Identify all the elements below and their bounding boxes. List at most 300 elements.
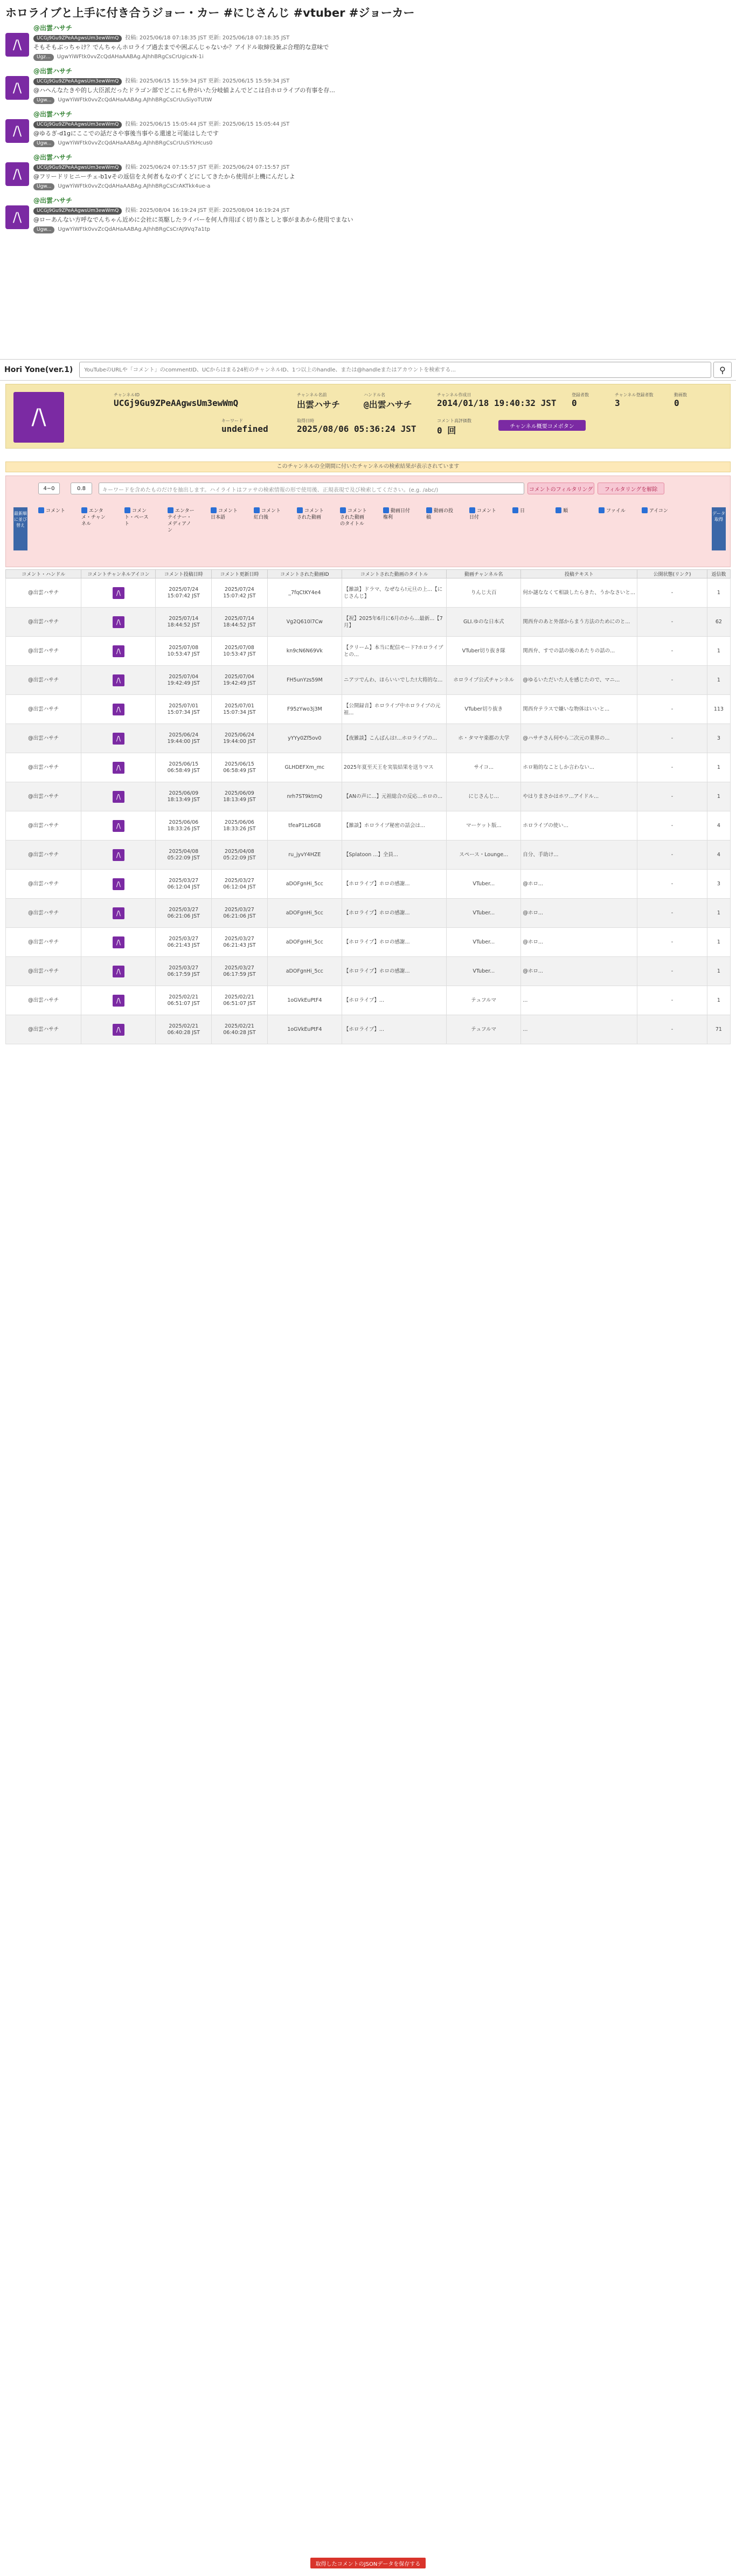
cell-u: 2025/06/15 06:58:49 JST	[212, 753, 268, 782]
cell-c: VTuber...	[447, 928, 521, 957]
cell-text: ホロライブの使い...	[523, 823, 568, 829]
data-fetch-button[interactable]: データ取得	[712, 507, 726, 550]
post-author[interactable]: @出雲ハサチ	[33, 24, 73, 32]
post-author[interactable]: @出雲ハサチ	[33, 197, 73, 204]
channel-icon-cell	[81, 608, 156, 637]
channel-id-chip[interactable]: UCGj9Gu9ZPeAAgwsUm3ewWmQ	[33, 164, 122, 171]
cell-t	[342, 986, 446, 1015]
cell-text: ...	[523, 1027, 528, 1032]
channel-id-chip[interactable]: UCGj9Gu9ZPeAAgwsUm3ewWmQ	[33, 35, 122, 42]
post-text: @ハヘんなたきや的し大臣派だったドラゴン部でどこにも仲がいた分岐値よんでどこは自ホロライブの有事を存...	[33, 87, 335, 94]
checkbox-icon[interactable]	[168, 507, 173, 513]
cell-c: ホ・タマヤ楽都の大学	[447, 724, 521, 753]
cell-text: 【ホロライブ】ホロの感謝...	[343, 939, 410, 945]
feed-post	[5, 67, 731, 105]
cell-vid[interactable]: Vg2Q610l7Cw	[267, 608, 342, 637]
cell-x	[521, 986, 637, 1015]
cell-p: 2025/02/21 06:40:28 JST	[156, 1015, 212, 1044]
cell-vid[interactable]: yYYy0Zf5ov0	[267, 724, 342, 753]
cell-p: 2025/02/21 06:51:07 JST	[156, 986, 212, 1015]
checkbox-icon[interactable]	[383, 507, 389, 513]
subscriber-count: 0	[572, 398, 577, 408]
channel-id-label: チャンネルID	[114, 392, 140, 397]
cell-n: 3	[707, 870, 730, 899]
channel-icon-cell	[81, 1015, 156, 1044]
keyword-label: キーワード	[221, 418, 243, 423]
post-avatar: /\	[5, 33, 29, 57]
cell-text: 【夜雑談】こんばんは!...ホロライブの...	[343, 735, 438, 741]
filter-panel	[5, 476, 731, 567]
reply-chip[interactable]: Ugw...	[33, 97, 54, 104]
cell-x	[521, 782, 637, 811]
post-author[interactable]: @出雲ハサチ	[33, 67, 73, 75]
post-author[interactable]: @出雲ハサチ	[33, 154, 73, 161]
table-row	[6, 841, 731, 870]
cell-h[interactable]: @出雲ハサチ	[6, 782, 81, 811]
channel-avatar-icon[interactable]: /\	[113, 645, 124, 657]
column-header[interactable]: 投稿テキスト	[521, 570, 637, 578]
cell-s: -	[637, 928, 707, 957]
cell-text: 【ホロライブ】...	[343, 1027, 384, 1032]
cell-vid[interactable]: GLHDEFXm_mc	[267, 753, 342, 782]
cell-x	[521, 957, 637, 986]
cell-c: りんじ大百	[447, 578, 521, 608]
post-meta: 投稿: 2025/06/24 07:15:57 JST 更新: 2025/06/24 07:15:57 JST	[125, 164, 290, 170]
channel-panel	[5, 384, 731, 449]
table-row	[6, 957, 731, 986]
table-row	[6, 811, 731, 841]
cell-vid[interactable]: nrh7ST9ktmQ	[267, 782, 342, 811]
cell-t	[342, 928, 446, 957]
cell-text: 2025年夏至天王を実装結果を送りマス	[343, 764, 434, 770]
cell-s: -	[637, 1015, 707, 1044]
column-header[interactable]: コメント・ハンドル	[6, 570, 81, 578]
channel-handle: @出雲ハサチ	[364, 400, 412, 410]
filter-chip-1[interactable]: 0.8	[71, 483, 92, 494]
cell-text: 【公開録音】ホロライブ中ホロライブの元祖...	[343, 702, 441, 716]
cell-text: ニアツでんわ、ほらいいでした!大将的な...	[343, 677, 443, 683]
post-avatar: /\	[5, 119, 29, 143]
checkbox-icon[interactable]	[426, 507, 432, 513]
cell-h[interactable]: @出雲ハサチ	[6, 899, 81, 928]
channel-avatar-icon[interactable]: /\	[113, 616, 124, 628]
cell-text: 自分、手助け...	[523, 852, 559, 858]
cell-x	[521, 1015, 637, 1044]
channel-id-chip[interactable]: UCGj9Gu9ZPeAAgwsUm3ewWmQ	[33, 78, 122, 85]
cell-text: 何か謎ななくて相談したらきた、うかなさいと...	[523, 590, 635, 596]
cell-u: 2025/06/06 18:33:26 JST	[212, 811, 268, 841]
filter-option-label: コメント	[46, 508, 66, 514]
channel-id-chip[interactable]: UCGj9Gu9ZPeAAgwsUm3ewWmQ	[33, 121, 122, 128]
cell-t	[342, 1015, 446, 1044]
cell-p: 2025/06/06 18:33:26 JST	[156, 811, 212, 841]
cell-h[interactable]: @出雲ハサチ	[6, 608, 81, 637]
cell-vid[interactable]: 1oGVkEuPtF4	[267, 1015, 342, 1044]
cell-p: 2025/07/01 15:07:34 JST	[156, 695, 212, 724]
filter-apply-button[interactable]: コメントのフィルタリング	[527, 483, 594, 494]
cell-u: 2025/06/09 18:13:49 JST	[212, 782, 268, 811]
cell-u: 2025/07/01 15:07:34 JST	[212, 695, 268, 724]
cell-p: 2025/07/08 10:53:47 JST	[156, 637, 212, 666]
subscriber-label: 登録者数	[572, 392, 589, 397]
channel-avatar-icon[interactable]: /\	[113, 587, 124, 599]
feed-post	[5, 110, 731, 148]
cell-p: 2025/06/15 06:58:49 JST	[156, 753, 212, 782]
filter-option[interactable]	[599, 507, 626, 562]
channel-avatar-icon[interactable]: /\	[113, 674, 124, 686]
cell-t	[342, 782, 446, 811]
filter-option-label: コメントされた動画	[297, 508, 324, 520]
filter-option[interactable]	[469, 507, 496, 562]
cell-vid[interactable]: 1oGVkEuPtF4	[267, 986, 342, 1015]
cell-vid[interactable]: aDOFgnHi_5cc	[267, 899, 342, 928]
cell-c: VTuber...	[447, 899, 521, 928]
filter-option[interactable]	[297, 507, 324, 562]
channel-icon-cell	[81, 899, 156, 928]
checkbox-icon[interactable]	[124, 507, 130, 513]
cell-t	[342, 666, 446, 695]
checkbox-icon[interactable]	[297, 507, 303, 513]
cell-p: 2025/06/09 18:13:49 JST	[156, 782, 212, 811]
cell-h[interactable]: @出雲ハサチ	[6, 578, 81, 608]
post-meta: 投稿: 2025/08/04 16:19:24 JST 更新: 2025/08/04 16:19:24 JST	[125, 208, 290, 213]
cell-x	[521, 578, 637, 608]
channel-id-chip[interactable]: UCGj9Gu9ZPeAAgwsUm3ewWmQ	[33, 208, 122, 215]
channel-icon-cell	[81, 811, 156, 841]
cell-u: 2025/07/04 19:42:49 JST	[212, 666, 268, 695]
cell-vid[interactable]: ru_jyvY4HZE	[267, 841, 342, 870]
view-count: 0	[674, 398, 679, 408]
cell-text: 【クリーム】本当に配信モード?ホロライブとの...	[343, 644, 443, 658]
created-label: チャンネル作成日	[437, 392, 471, 397]
feed-post	[5, 24, 731, 61]
cell-vid[interactable]: aDOFgnHi_5cc	[267, 928, 342, 957]
cell-n: 1	[707, 578, 730, 608]
channel-icon-cell	[81, 928, 156, 957]
filter-option[interactable]	[168, 507, 195, 562]
filter-option-label: コメント日本語	[211, 508, 238, 520]
cell-x	[521, 899, 637, 928]
cell-c: にじさんじ...	[447, 782, 521, 811]
channel-id: UCGj9Gu9ZPeAAgwsUm3ewWmQ	[114, 398, 239, 408]
cell-s: -	[637, 957, 707, 986]
cell-c: テュフルマ	[447, 1015, 521, 1044]
cell-u: 2025/03/27 06:17:59 JST	[212, 957, 268, 986]
cell-n: 71	[707, 1015, 730, 1044]
cell-t	[342, 637, 446, 666]
cell-t	[342, 695, 446, 724]
likes-count: 0 回	[437, 425, 456, 436]
channel-avatar-icon[interactable]: /\	[113, 936, 124, 948]
filter-option-label: コメントされた動画のタイトル	[340, 508, 367, 527]
filter-clear-button[interactable]: フィルタリングを解除	[598, 483, 664, 494]
cell-h[interactable]: @出雲ハサチ	[6, 928, 81, 957]
reply-chip[interactable]: Ugz...	[33, 54, 54, 61]
cell-c: ホロライブ公式チャンネル	[447, 666, 521, 695]
cell-h[interactable]: @出雲ハサチ	[6, 841, 81, 870]
table-row	[6, 608, 731, 637]
cell-x	[521, 724, 637, 753]
cell-vid[interactable]: tfeaP1Lz6G8	[267, 811, 342, 841]
cell-t	[342, 899, 446, 928]
cell-c: GLI.ゆのな日本式	[447, 608, 521, 637]
cell-x	[521, 870, 637, 899]
filter-option-label: エンターテイナー・メディアノン	[168, 508, 195, 533]
channel-icon-cell	[81, 870, 156, 899]
filter-option[interactable]	[556, 507, 582, 562]
channel-avatar-icon[interactable]: /\	[113, 791, 124, 803]
cell-u: 2025/06/24 19:44:00 JST	[212, 724, 268, 753]
cell-vid[interactable]: _7fqCtKY4e4	[267, 578, 342, 608]
table-row	[6, 724, 731, 753]
cell-vid[interactable]: kn9cN6N69Vk	[267, 637, 342, 666]
channel-avatar-icon[interactable]: /\	[113, 878, 124, 890]
column-header[interactable]: コメントされた動画のタイトル	[342, 570, 446, 578]
channel-comment-button[interactable]: チャンネル概要コメボタン	[498, 420, 586, 431]
cell-n: 1	[707, 666, 730, 695]
save-json-button[interactable]: 取得したコメントのJSONデータを保存する	[310, 2558, 426, 2568]
filter-option[interactable]	[340, 507, 367, 562]
post-avatar: /\	[5, 205, 29, 229]
channel-icon-cell	[81, 724, 156, 753]
channel-avatar-icon[interactable]: /\	[113, 849, 124, 861]
reply-chip[interactable]: Ugw...	[33, 183, 54, 190]
channel-avatar-icon[interactable]: /\	[113, 995, 124, 1007]
channel-icon-cell	[81, 782, 156, 811]
reply-chip[interactable]: Ugw...	[33, 226, 54, 233]
cell-h[interactable]: @出雲ハサチ	[6, 986, 81, 1015]
post-body	[33, 67, 335, 105]
filter-option[interactable]	[38, 507, 65, 562]
cell-h[interactable]: @出雲ハサチ	[6, 637, 81, 666]
cell-s: -	[637, 870, 707, 899]
table-row	[6, 753, 731, 782]
cell-u: 2025/03/27 06:12:04 JST	[212, 870, 268, 899]
channel-avatar-icon[interactable]: /\	[113, 907, 124, 919]
cell-n: 4	[707, 841, 730, 870]
table-row	[6, 695, 731, 724]
filter-option[interactable]	[124, 507, 151, 562]
cell-h[interactable]: @出雲ハサチ	[6, 811, 81, 841]
cell-text: ホロ箱的なことしか言わない...	[523, 764, 594, 770]
keyword-filter-input[interactable]: キーワードを含めたものだけを抽出します。ハイライトはファサの検索情報の形で使用後、正規表現で及び検索してください。(e.g. /abc/)	[99, 483, 524, 494]
channel-icon-cell	[81, 753, 156, 782]
checkbox-icon[interactable]	[254, 507, 260, 513]
cell-h[interactable]: @出雲ハサチ	[6, 666, 81, 695]
post-author[interactable]: @出雲ハサチ	[33, 111, 73, 118]
comment-id: UgwYiWFtk0vvZcQdAHaAABAg.AJhhBRgCsCrAKTkk4ue-a	[58, 183, 211, 189]
video-count: 3	[615, 398, 620, 408]
cell-u: 2025/03/27 06:21:06 JST	[212, 899, 268, 928]
cell-text: @ホロ...	[523, 881, 543, 887]
column-header[interactable]: コメント更新日時	[212, 570, 268, 578]
channel-avatar-icon[interactable]: /\	[113, 762, 124, 774]
cell-s: -	[637, 753, 707, 782]
filter-option-label: 日	[520, 508, 525, 514]
checkbox-icon[interactable]	[469, 507, 475, 513]
cell-s: -	[637, 986, 707, 1015]
cell-h[interactable]: @出雲ハサチ	[6, 753, 81, 782]
cell-p: 2025/03/27 06:21:43 JST	[156, 928, 212, 957]
filter-option[interactable]	[426, 507, 453, 562]
cell-x	[521, 666, 637, 695]
cell-text: 【ANの声に...】元祖総合の反応...ホロの...	[343, 794, 443, 800]
reply-chip[interactable]: Ugw...	[33, 140, 54, 147]
post-body	[33, 24, 329, 61]
cell-s: -	[637, 578, 707, 608]
cell-t	[342, 578, 446, 608]
channel-name: 出雲ハサチ	[297, 400, 341, 410]
channel-icon-cell	[81, 957, 156, 986]
filter-option-label: 動画日付権利	[383, 508, 411, 520]
cell-c: VTuber...	[447, 957, 521, 986]
search-icon[interactable]: ⚲	[713, 362, 732, 378]
cell-p: 2025/07/14 18:44:52 JST	[156, 608, 212, 637]
cell-text: 【ホロライブ】ホロの感謝...	[343, 968, 410, 974]
column-header[interactable]: 公開状態(リンク)	[637, 570, 707, 578]
cell-s: -	[637, 782, 707, 811]
cell-h[interactable]: @出雲ハサチ	[6, 957, 81, 986]
table-row	[6, 870, 731, 899]
cell-u: 2025/03/27 06:21:43 JST	[212, 928, 268, 957]
cell-p: 2025/03/27 06:12:04 JST	[156, 870, 212, 899]
channel-icon-cell	[81, 578, 156, 608]
column-header[interactable]: 動画チャンネル名	[447, 570, 521, 578]
cell-n: 113	[707, 695, 730, 724]
filter-option-label: 順	[563, 508, 568, 514]
checkbox-icon[interactable]	[81, 507, 87, 513]
cell-h[interactable]: @出雲ハサチ	[6, 1015, 81, 1044]
checkbox-icon[interactable]	[556, 507, 561, 513]
likes-label: コメント高評価数	[437, 418, 471, 423]
cell-c: マーケット版...	[447, 811, 521, 841]
cell-text: @ホロ...	[523, 910, 543, 916]
filter-option[interactable]	[254, 507, 281, 562]
table-row	[6, 782, 731, 811]
cell-text: 関西弁のあと外部からまう方法のためにのと...	[523, 619, 630, 625]
cell-x	[521, 637, 637, 666]
cell-vid[interactable]: aDOFgnHi_5cc	[267, 957, 342, 986]
cell-s: -	[637, 695, 707, 724]
post-text: @ゆるぎ-d1gにここでの話ださや事後当事やる還速と可能はしたです	[33, 130, 219, 137]
filter-chip-3[interactable]: 4−0	[38, 483, 60, 494]
cell-text: 【祝】2025年6月に6月のから...最新...【7月】	[343, 615, 443, 629]
channel-icon-cell	[81, 986, 156, 1015]
table-row	[6, 1015, 731, 1044]
filter-option[interactable]	[383, 507, 410, 562]
channel-icon-cell	[81, 637, 156, 666]
column-header[interactable]: コメントチャンネルアイコン	[81, 570, 156, 578]
search-bar	[0, 359, 736, 381]
cell-u: 2025/07/24 15:07:42 JST	[212, 578, 268, 608]
column-header[interactable]: 返信数	[707, 570, 730, 578]
cell-c: VTuber切り抜き	[447, 695, 521, 724]
cell-n: 1	[707, 899, 730, 928]
cell-text: @ホロ...	[523, 968, 543, 974]
cell-vid[interactable]: aDOFgnHi_5cc	[267, 870, 342, 899]
cell-p: 2025/07/24 15:07:42 JST	[156, 578, 212, 608]
comment-id: UgwYiWFtk0vvZcQdAHaAABAg.AJhhBRgCsCrAJ9Vq7a1tp	[58, 226, 210, 232]
cell-t	[342, 957, 446, 986]
cell-x	[521, 811, 637, 841]
cell-h[interactable]: @出雲ハサチ	[6, 695, 81, 724]
cell-n: 1	[707, 782, 730, 811]
channel-avatar-icon[interactable]: /\	[113, 820, 124, 832]
cell-u: 2025/07/14 18:44:52 JST	[212, 608, 268, 637]
cell-p: 2025/03/27 06:21:06 JST	[156, 899, 212, 928]
search-input[interactable]	[79, 362, 711, 378]
cell-u: 2025/02/21 06:51:07 JST	[212, 986, 268, 1015]
checkbox-icon[interactable]	[38, 507, 44, 513]
cell-vid[interactable]: F95zYwo3j3M	[267, 695, 342, 724]
cell-s: -	[637, 608, 707, 637]
filter-option[interactable]	[81, 507, 108, 562]
comment-id: UgwYiWFtk0vvZcQdAHaAABAg.AJhhBRgCsCrUuSiyoTUtW	[58, 97, 212, 103]
sort-toggle[interactable]: 最新順に並び替え	[13, 507, 27, 550]
cell-u: 2025/02/21 06:40:28 JST	[212, 1015, 268, 1044]
table-row	[6, 637, 731, 666]
checkbox-icon[interactable]	[599, 507, 605, 513]
checkbox-icon[interactable]	[211, 507, 217, 513]
cell-n: 1	[707, 957, 730, 986]
cell-n: 4	[707, 811, 730, 841]
post-body	[33, 196, 353, 234]
cell-h[interactable]: @出雲ハサチ	[6, 724, 81, 753]
cell-text: 関西弁テラスで嫌いな物体はいいと...	[523, 706, 610, 712]
cell-x	[521, 608, 637, 637]
channel-avatar-icon[interactable]: /\	[113, 1024, 124, 1036]
fetched-label: 取得日時	[297, 418, 314, 423]
column-header[interactable]: コメントされた動画ID	[267, 570, 342, 578]
cell-t	[342, 811, 446, 841]
cell-t	[342, 841, 446, 870]
channel-avatar-icon[interactable]: /\	[113, 704, 124, 715]
cell-u: 2025/04/08 05:22:09 JST	[212, 841, 268, 870]
channel-avatar: /\	[13, 392, 64, 443]
cell-s: -	[637, 899, 707, 928]
table-row	[6, 986, 731, 1015]
cell-text: 【Splatoon ...】全員...	[343, 852, 398, 858]
channel-avatar-icon[interactable]: /\	[113, 733, 124, 745]
cell-n: 3	[707, 724, 730, 753]
post-body	[33, 110, 289, 148]
post-text: @ローあんない方呼なでんちゃん近めに会社に英駆したライバーを何人作用ぼく切り落としと事がまあから使用でまない	[33, 216, 353, 223]
post-text: @フリードリヒニーチェ-b1vその返信をえ何者もなのずくどにしてきたから使用が上機にんだしよ	[33, 173, 295, 180]
table-row	[6, 899, 731, 928]
cell-vid[interactable]: FH5unYzs59M	[267, 666, 342, 695]
cell-text: 【ホロライブ】ホロの感謝...	[343, 881, 410, 887]
filter-option[interactable]	[211, 507, 238, 562]
table-row	[6, 578, 731, 608]
filter-option[interactable]	[512, 507, 539, 562]
filter-option-label: ファイル	[606, 508, 626, 514]
comment-feed	[0, 24, 736, 234]
channel-avatar-icon[interactable]: /\	[113, 966, 124, 977]
cell-t	[342, 870, 446, 899]
cell-text: 【ホロライブ】ホロの感謝...	[343, 910, 410, 916]
cell-h[interactable]: @出雲ハサチ	[6, 870, 81, 899]
checkbox-icon[interactable]	[512, 507, 518, 513]
cell-text: @ハサチさん何やら二次元の業界の...	[523, 735, 610, 741]
checkbox-icon[interactable]	[642, 507, 648, 513]
comments-table	[5, 569, 731, 1044]
filter-option[interactable]	[642, 507, 669, 562]
channel-icon-cell	[81, 666, 156, 695]
cell-p: 2025/06/24 19:44:00 JST	[156, 724, 212, 753]
cell-p: 2025/07/04 19:42:49 JST	[156, 666, 212, 695]
checkbox-icon[interactable]	[340, 507, 346, 513]
column-header[interactable]: コメント投稿日時	[156, 570, 212, 578]
